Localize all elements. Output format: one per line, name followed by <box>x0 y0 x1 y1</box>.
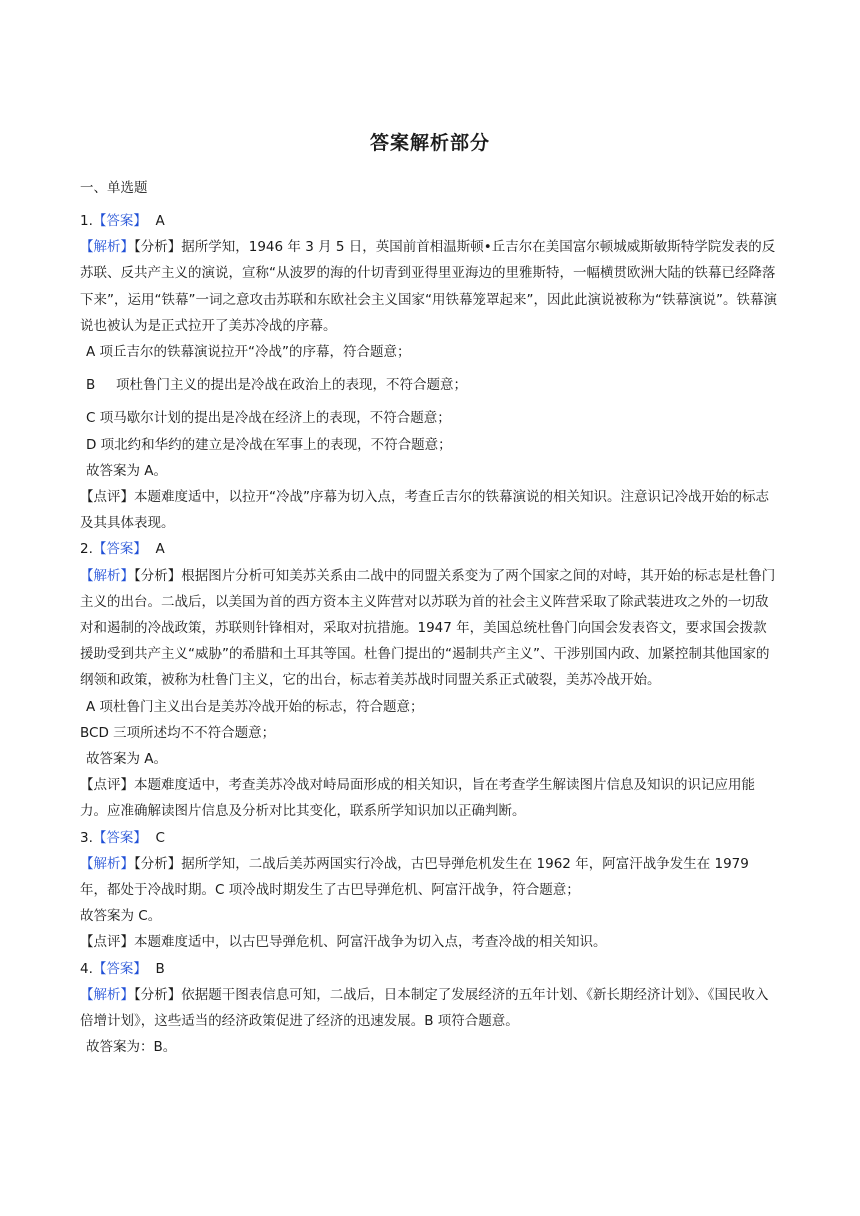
q2-conclusion: 故答案为 A。 <box>86 751 168 768</box>
fenxi-tag: 【分析】 <box>134 855 182 872</box>
q2-number: 2. <box>80 541 93 558</box>
section-heading: 一、单选题 <box>80 180 148 196</box>
q3-analysis <box>80 851 780 903</box>
q2-comment <box>80 772 780 824</box>
analysis-tag: 【解析】 <box>80 855 134 872</box>
q1-option-b <box>80 372 780 398</box>
comment-tag: 【点评】 <box>80 777 134 794</box>
q2-answer-line <box>80 536 780 562</box>
q3-number: 3. <box>80 829 93 846</box>
answer-content <box>80 208 780 1061</box>
q1-comment <box>80 484 780 536</box>
q2-comment-text: 本题难度适中，考查美苏冷战对峙局面形成的相关知识，旨在考查学生解读图片信息及知识的识记应用能力。应准确解读图片信息及分析对比其变化，联系所学知识加以正确判断。 <box>80 777 755 820</box>
q4-conclusion: 故答案为：B。 <box>86 1039 177 1056</box>
answer-tag: 【答案】 <box>92 829 147 846</box>
q1-conclusion: 故答案为 A。 <box>86 462 168 479</box>
q3-conclusion: 故答案为 C。 <box>80 908 162 925</box>
q1-number: 1. <box>80 213 93 229</box>
q4-number: 4. <box>80 960 93 977</box>
q1-option-a: A 项丘吉尔的铁幕演说拉开“冷战”的序幕，符合题意； <box>86 344 411 361</box>
analysis-tag: 【解析】 <box>80 986 134 1003</box>
q2-analysis-text: 根据图片分析可知美苏关系由二战中的同盟关系变为了两个国家之间的对峙，其开始的标志是杜鲁门主义的出台。二战后，以美国为首的西方资本主义阵营对以苏联为首的社会主义阵营采取了除武装进攻之外的一切敌对和遏制的冷战政策，苏联则针锋相对，采取对抗措施。1947 年，美国总统杜鲁门向国会发表咨文，要求国会拨款援助受到共产主义“威胁”的希腊和土耳其等国。杜鲁门提出的“遏制共产主义”、干涉别国内政、加紧控制其他国家的纲领和政策，被称为杜鲁门主义，它的出台，标志着美苏战时同盟关系正式破裂，美苏冷战开始。 <box>80 567 776 689</box>
q1-option-b-text: 项杜鲁门主义的提出是冷战在政治上的表现，不符合题意； <box>116 377 467 394</box>
q3-comment-text: 本题难度适中，以古巴导弹危机、阿富汗战争为切入点，考查冷战的相关知识。 <box>134 934 607 951</box>
q1-comment-text: 本题难度适中，以拉开“冷战”序幕为切入点，考查丘吉尔的铁幕演说的相关知识。注意识记冷战开始的标志及其具体表现。 <box>80 489 769 532</box>
q3-answer: C <box>155 829 165 846</box>
q4-answer: B <box>155 960 165 977</box>
q4-analysis <box>80 982 780 1034</box>
fenxi-tag: 【分析】 <box>134 986 182 1003</box>
q3-comment <box>80 929 780 955</box>
q1-option-d: D 项北约和华约的建立是冷战在军事上的表现，不符合题意； <box>86 436 452 453</box>
answer-tag: 【答案】 <box>92 213 147 229</box>
answer-tag: 【答案】 <box>92 541 147 558</box>
analysis-tag: 【解析】 <box>80 239 134 256</box>
q2-option-a: A 项杜鲁门主义出台是美苏冷战开始的标志，符合题意； <box>86 698 424 715</box>
q2-answer: A <box>155 541 165 558</box>
analysis-tag: 【解析】 <box>80 567 134 584</box>
q2-option-bcd: BCD 三项所述均不不符合题意； <box>80 724 276 741</box>
q2-analysis <box>80 563 780 694</box>
page-title: 答案解析部分 <box>369 132 490 154</box>
q3-analysis-text: 据所学知，二战后美苏两国实行冷战，古巴导弹危机发生在 1962 年，阿富汗战争发生在 1979 年，都处于冷战时期。C 项冷战时期发生了古巴导弹危机、阿富汗战争，符合题意； <box>80 855 749 899</box>
q1-analysis <box>80 234 780 339</box>
q3-answer-line <box>80 825 780 851</box>
comment-tag: 【点评】 <box>80 934 134 951</box>
q1-answer-line <box>80 208 780 234</box>
fenxi-tag: 【分析】 <box>134 239 182 256</box>
q1-option-b-letter: B <box>86 377 96 394</box>
fenxi-tag: 【分析】 <box>134 567 182 584</box>
answer-tag: 【答案】 <box>92 960 147 977</box>
q1-option-c: C 项马歇尔计划的提出是冷战在经济上的表现，不符合题意； <box>86 410 451 427</box>
q1-answer: A <box>155 213 165 229</box>
q4-answer-line <box>80 956 780 982</box>
comment-tag: 【点评】 <box>80 489 134 506</box>
q4-analysis-text: 依据题干图表信息可知，二战后，日本制定了发展经济的五年计划、《新长期经济计划》、《国民收入倍增计划》，这些适当的经济政策促进了经济的迅速发展。B 项符合题意。 <box>80 986 769 1030</box>
q1-analysis-text: 据所学知，1946 年 3 月 5 日，英国前首相温斯顿•丘吉尔在美国富尔顿城威斯敏斯特学院发表的反苏联、反共产主义的演说，宣称“从波罗的海的什切青到亚得里亚海边的里雅斯特，一幅横贯欧洲大陆的铁幕已经降落下来”，运用“铁幕”一词之意攻击苏联和东欧社会主义国家“用铁幕笼罩起来”，因此此演说被称为“铁幕演说”。铁幕演说也被认为是正式拉开了美苏冷战的序幕。 <box>80 239 777 334</box>
